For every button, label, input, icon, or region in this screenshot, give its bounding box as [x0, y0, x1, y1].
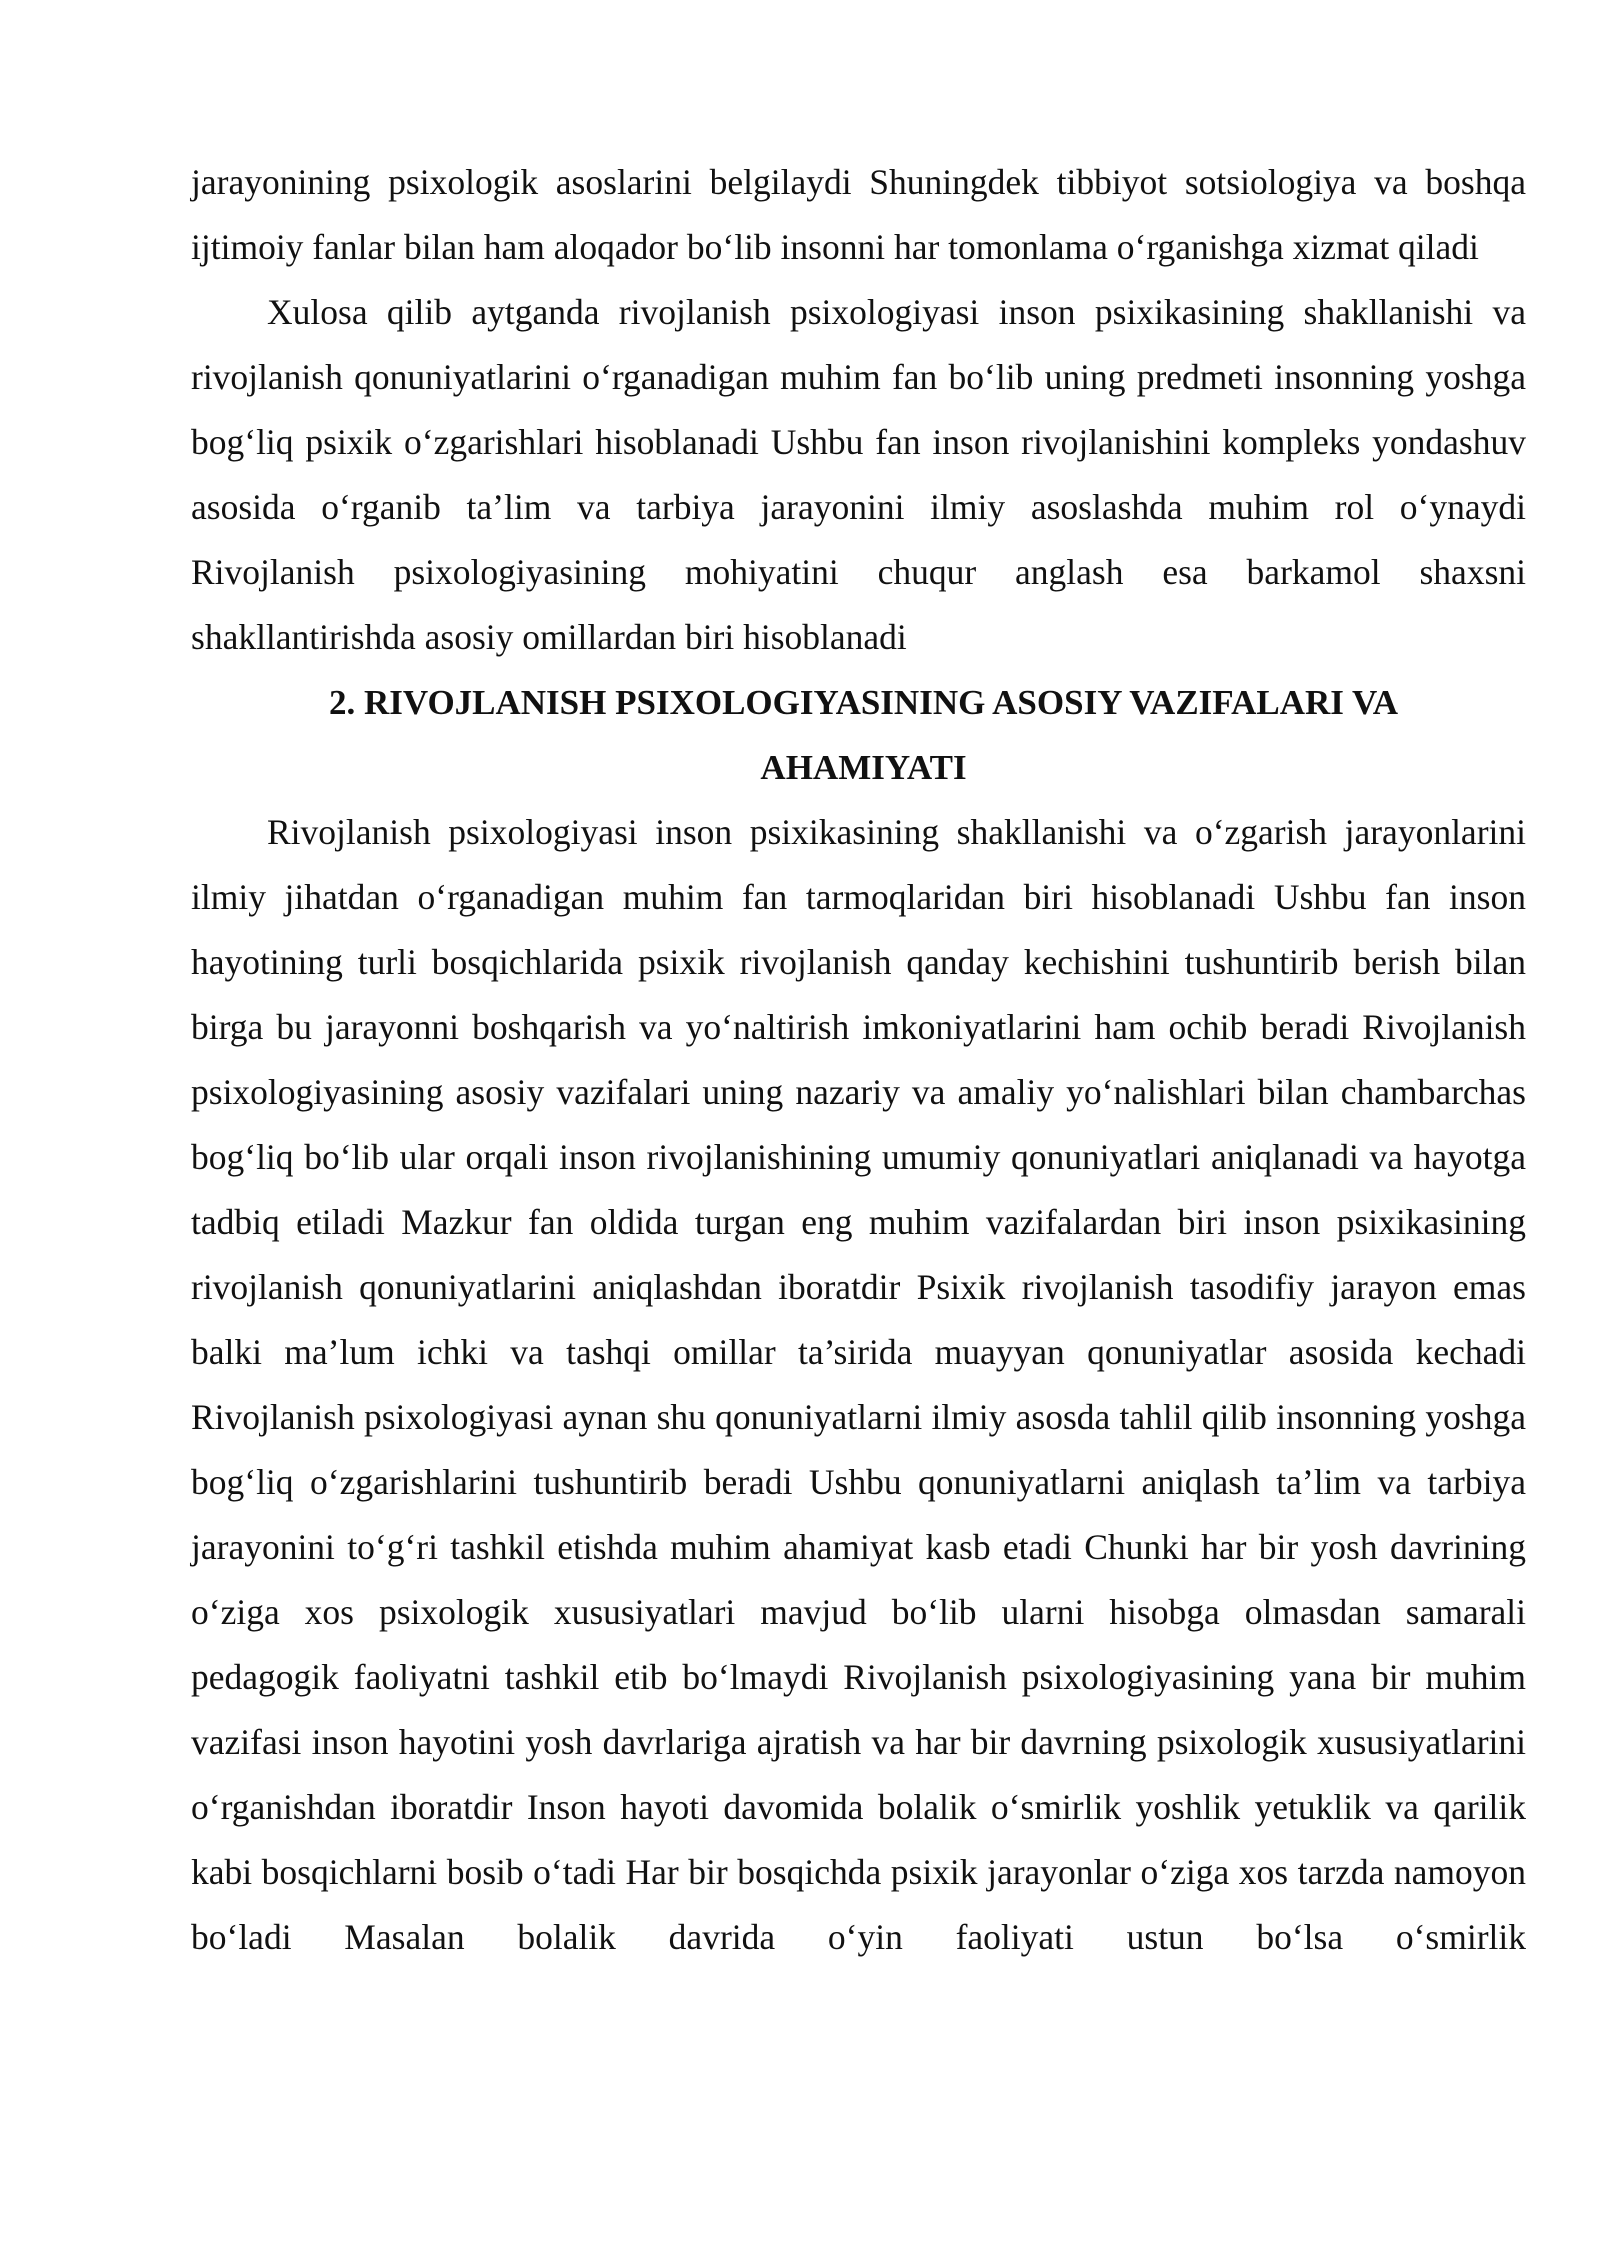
section-heading [191, 670, 1526, 800]
paragraph-section-body: Rivojlanish psixologiyasi inson psixikasining shakllanishi va o‘zgarish jarayonlarini ilmiy jihatdan o‘rganadigan muhim fan tarmoqlaridan biri hisoblanadi Ushbu fan inson hayotining turli bosqichlarida psixik rivojlanish qanday kechishini tushuntirib berish bilan birga bu jarayonni boshqarish va yo‘naltirish imkoniyatlarini ham ochib beradi Rivojlanish psixologiyasining asosiy vazifalari uning nazariy va amaliy yo‘nalishlari bilan chambarchas bog‘liq bo‘lib ular orqali inson rivojlanishining umumiy qonuniyatlari aniqlanadi va hayotga tadbiq etiladi Mazkur fan oldida turgan eng muhim vazifalardan biri inson psixikasining rivojlanish qonuniyatlarini aniqlashdan iboratdir Psixik rivojlanish tasodifiy jarayon emas balki ma’lum ichki va tashqi omillar ta’sirida muayyan qonuniyatlar asosida kechadi Rivojlanish psixologiyasi aynan shu qonuniyatlarni ilmiy asosda tahlil qilib insonning yoshga bog‘liq o‘zgarishlarini tushuntirib beradi Ushbu qonuniyatlarni aniqlash ta’lim va tarbiya jarayonini to‘g‘ri tashkil etishda muhim ahamiyat kasb etadi Chunki har bir yosh davrining o‘ziga xos psixologik xususiyatlari mavjud bo‘lib ularni hisobga olmasdan samarali pedagogik faoliyatni tashkil etib bo‘lmaydi Rivojlanish psixologiyasining yana bir muhim vazifasi inson hayotini yosh davrlariga ajratish va har bir davrning psixologik xususiyatlarini o‘rganishdan iboratdir Inson hayoti davomida bolalik o‘smirlik yoshlik yetuklik va qarilik kabi bosqichlarni bosib o‘tadi Har bir bosqichda psixik jarayonlar o‘ziga xos tarzda namoyon bo‘ladi Masalan bolalik davrida o‘yin faoliyati ustun bo‘lsa o‘smirlik [191, 812, 1526, 1957]
paragraph-conclusion: Xulosa qilib aytganda rivojlanish psixologiyasi inson psixikasining shakllanishi va rivojlanish qonuniyatlarini o‘rganadigan muhim fan bo‘lib uning predmeti insonning yoshga bog‘liq psixik o‘zgarishlari hisoblanadi Ushbu fan inson rivojlanishini kompleks yondashuv asosida o‘rganib ta’lim va tarbiya jarayonini ilmiy asoslashda muhim rol o‘ynaydi Rivojlanish psixologiyasining mohiyatini chuqur anglash esa barkamol shaxsni shakllantirishda asosiy omillardan biri hisoblanadi [191, 292, 1526, 657]
section-heading-line-2: AHAMIYATI [760, 748, 967, 787]
paragraph-continuation: jarayonining psixologik asoslarini belgilaydi Shuningdek tibbiyot sotsiologiya va boshqa ijtimoiy fanlar bilan ham aloqador bo‘lib insonni har tomonlama o‘rganishga xizmat qiladi [191, 162, 1526, 267]
section-heading-line-1: 2. RIVOJLANISH PSIXOLOGIYASINING ASOSIY VAZIFALARI VA [328, 683, 1399, 722]
